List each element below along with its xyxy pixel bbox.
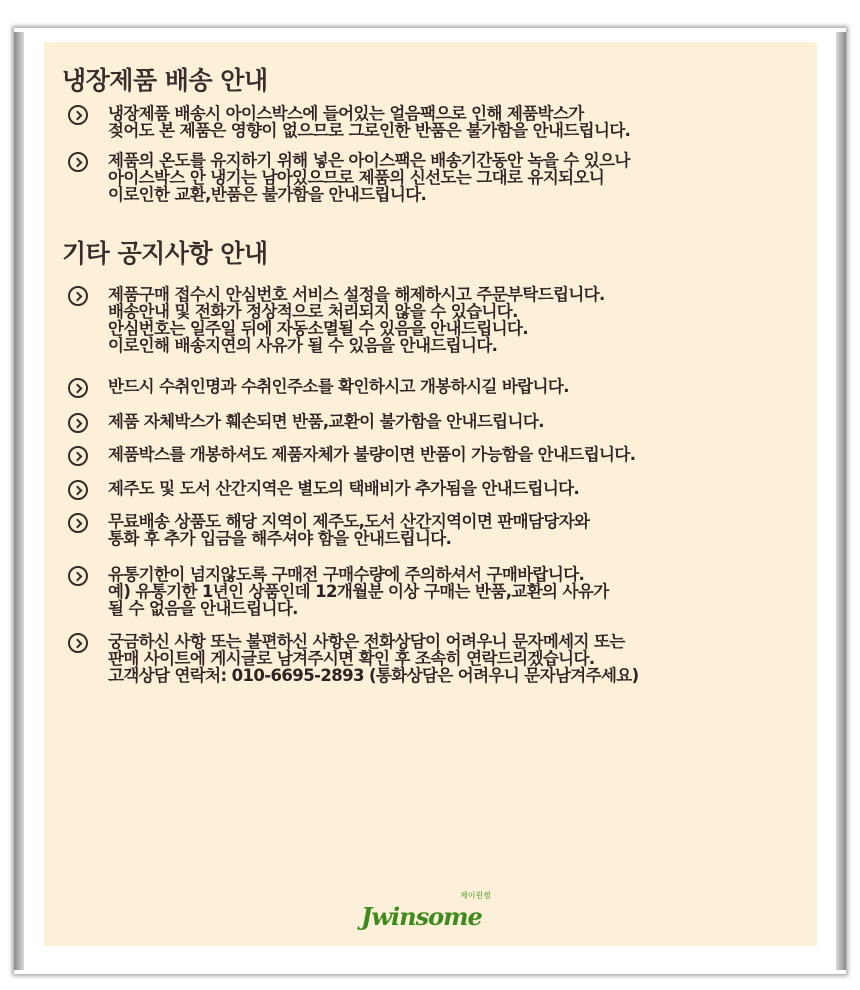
frame-edge-right bbox=[836, 32, 846, 970]
notice-line: 젖어도 본 제품은 영향이 없으므로 그로인한 반품은 불가함을 안내드립니다. bbox=[108, 121, 631, 140]
notice-line: 이로인한 교환,반품은 불가함을 안내드립니다. bbox=[108, 185, 427, 204]
notice-item bbox=[68, 286, 828, 354]
notice-item bbox=[68, 480, 828, 500]
chevron-circle-icon bbox=[68, 513, 88, 533]
notice-line: 이로인해 배송지연의 사유가 될 수 있음을 안내드립니다. bbox=[108, 336, 498, 355]
notice-line: 제품구매 접수시 안심번호 서비스 설정을 해제하시고 주문부탁드립니다. bbox=[108, 285, 605, 304]
notice-item bbox=[68, 513, 828, 547]
notice-line: 제품박스를 개봉하셔도 제품자체가 불량이면 반품이 가능함을 안내드립니다. bbox=[108, 445, 636, 464]
notice-line: 반드시 수취인명과 수취인주소를 확인하시고 개봉하시길 바랍니다. bbox=[108, 377, 569, 396]
notice-item bbox=[68, 566, 828, 617]
logo-korean-text: 제이윈썸 bbox=[460, 891, 491, 900]
brand-logo bbox=[361, 890, 501, 932]
notice-line: 제품의 온도를 유지하기 위해 넣은 아이스팩은 배송기간동안 녹을 수 있으나 bbox=[108, 151, 630, 170]
notice-item bbox=[68, 105, 828, 139]
chevron-circle-icon bbox=[68, 566, 88, 586]
notice-line: 제주도 및 도서 산간지역은 별도의 택배비가 추가됨을 안내드립니다. bbox=[108, 479, 580, 498]
notice-item bbox=[68, 152, 828, 203]
chevron-circle-icon bbox=[68, 105, 88, 125]
notice-line: 무료배송 상품도 해당 지역이 제주도,도서 산간지역이면 판매담당자와 bbox=[108, 512, 590, 531]
notice-line: 될 수 없음을 안내드립니다. bbox=[108, 599, 298, 618]
notice-line: 유통기한이 넘지않도록 구매전 구매수량에 주의하셔서 구매바랍니다. bbox=[108, 565, 585, 584]
notice-line: 배송안내 및 전화가 정상적으로 처리되지 않을 수 있습니다. bbox=[108, 302, 518, 321]
section-title-other-notices: 기타 공지사항 안내 bbox=[62, 239, 268, 268]
notice-line: 아이스박스 안 냉기는 남아있으므로 제품의 신선도는 그대로 유지되오니 bbox=[108, 168, 605, 187]
notice-item bbox=[68, 378, 828, 398]
frame-edge-left bbox=[14, 32, 24, 970]
notice-item bbox=[68, 446, 828, 466]
notice-line: 예) 유통기한 1년인 상품인데 12개월분 이상 구매는 반품,교환의 사유가 bbox=[108, 582, 609, 601]
section-title-cold-delivery: 냉장제품 배송 안내 bbox=[62, 66, 268, 95]
notice-line: 통화 후 추가 입금을 해주셔야 함을 안내드립니다. bbox=[108, 529, 452, 548]
notice-line: 안심번호는 일주일 뒤에 자동소멸될 수 있음을 안내드립니다. bbox=[108, 319, 529, 338]
notice-line: 고객상담 연락처: 010-6695-2893 (통화상담은 어려우니 문자남겨주세요) bbox=[108, 666, 639, 685]
chevron-circle-icon bbox=[68, 480, 88, 500]
chevron-circle-icon bbox=[68, 378, 88, 398]
notice-line: 냉장제품 배송시 아이스박스에 들어있는 얼음팩으로 인해 제품박스가 bbox=[108, 104, 584, 123]
notice-line: 궁금하신 사항 또는 불편하신 사항은 전화상담이 어려우니 문자메세지 또는 bbox=[108, 632, 625, 651]
chevron-circle-icon bbox=[68, 633, 88, 653]
chevron-circle-icon bbox=[68, 152, 88, 172]
notice-item bbox=[68, 413, 828, 433]
chevron-circle-icon bbox=[68, 446, 88, 466]
chevron-circle-icon bbox=[68, 286, 88, 306]
notice-item bbox=[68, 633, 828, 684]
notice-line: 판매 사이트에 게시글로 남겨주시면 확인 후 조속히 연락드리겠습니다. bbox=[108, 649, 595, 668]
chevron-circle-icon bbox=[68, 413, 88, 433]
notice-line: 제품 자체박스가 훼손되면 반품,교환이 불가함을 안내드립니다. bbox=[108, 412, 544, 431]
logo-wordmark: Jwinsome bbox=[361, 902, 482, 931]
